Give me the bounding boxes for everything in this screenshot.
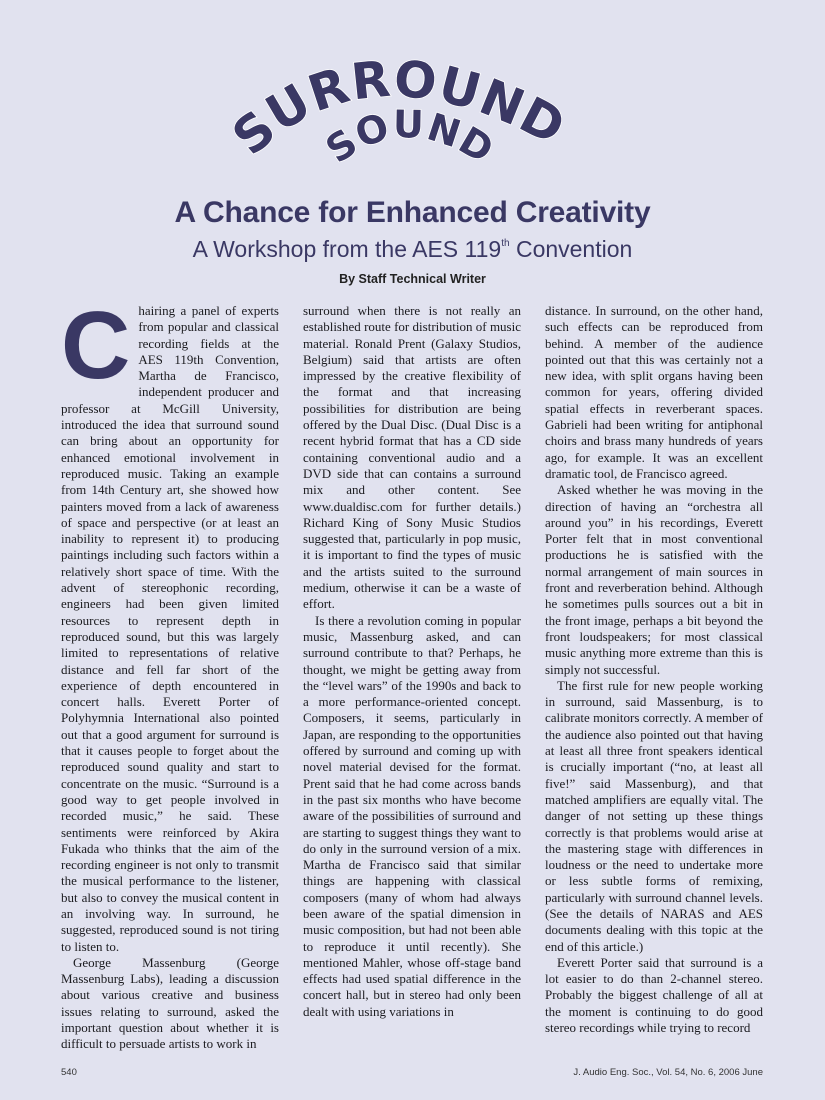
article-title: A Chance for Enhanced Creativity (174, 196, 651, 229)
drop-cap: C (61, 303, 131, 399)
paragraph: George Massenburg (George Massenburg Labs), leading a discussion about various creative and business issues relating to surround, asked the important question about whether it is difficult to persuade artists to work in (61, 954, 279, 1052)
article-column-1 (61, 303, 279, 1063)
surround-sound-logo (230, 40, 610, 200)
logo-surround: URROUND (256, 49, 575, 157)
article-subtitle: A Workshop from the AES 119th Convention (192, 236, 633, 262)
article-column-2 (303, 303, 521, 1063)
article-column-3 (545, 303, 763, 1063)
journal-citation: J. Audio Eng. Soc., Vol. 54, No. 6, 2006 June (573, 1067, 763, 1078)
paragraph: surround when there is not really an established route for distribution of music material. Ronald Prent (Galaxy Studios, Belgium) said that artists are often impressed by the creative flexibility of the format and that increasing possibilities for distribution are being offered by the Dual Disc. (Dual Disc is a recent hybrid format that has a CD side containing conventional audio and a DVD side that can contains a surround mix and other content. See www.dualdisc.com for further details.) Richard King of Sony Music Studios suggested that, particularly in pop music, it is important to find the types of music and the artists suited to the surround medium, otherwise it can be a waste of effort. (303, 303, 521, 612)
paragraph: Asked whether he was moving in the direction of having an “orchestra all around you” in his recordings, Everett Porter felt that in most conventional productions he is satisfied with the normal arrangement of main sources in front and reverberation behind. Although he sometimes pulls sources out a bit in the front image, perhaps a bit beyond the front loudspeakers; for most classical music anything more extreme than this is simply not successful. (545, 482, 763, 677)
byline: By Staff Technical Writer (339, 272, 486, 286)
logo-sound: SOUND (317, 102, 502, 173)
page-number: 540 (61, 1067, 77, 1078)
paragraph: The first rule for new people working in surround, said Massenburg, is to calibrate monitors correctly. A member of the audience also pointed out that having at least all three front speakers identical is crucially important (“no, at least all five!” said Massenburg), and that matched amplifiers are equally vital. The danger of not setting up these things correctly is that problems would arise at the mastering stage with differences in loudness or the need to undertake more or less subtle forms of remixing, particularly with surround channel levels. (See the details of NARAS and AES documents dealing with this topic at the end of this article.) (545, 677, 763, 954)
paragraph: Chairing a panel of experts from popular and classical recording fields at the AES 119th Convention, Martha de Francisco, independent producer and professor at McGill University, introduced the idea that surround sound can bring about an opportunity for enhanced emotional involvement in reproduced music. Taking an example from 14th Century art, she showed how painters moved from a lack of awareness of space and perspective (or at least an inability to represent it) to producing paintings including such factors within a relatively short space of time. With the advent of stereophonic recording, engineers had been given limited resources to represent depth in reproduced sound, but this was largely limited to representations of relative distance and fell far short of the experience of depth encountered in concert halls. Everett Porter of Polyhymnia International also pointed out that a good argument for surround is that it causes people to forget about the reproduced sound quality and start to concentrate on the music. “Surround is a good way to get people involved in recorded music,” he said. These sentiments were reinforced by Akira Fukada who thinks that the aim of the recording engineer is not only to transmit the musical performance to the listener, but also to convey the musical content in an involving way. In surround, he suggested, reproduced sound is not tiring to listen to. (61, 303, 279, 954)
paragraph: Is there a revolution coming in popular music, Massenburg asked, and can surround contribute to that? Perhaps, he thought, we might be getting away from the “level wars” of the 1990s and back to a more performance-oriented concept. Composers, it seems, particularly in Japan, are responding to the opportunities offered by surround and coming up with novel material devised for the format. Prent said that he had come across bands in the past six months who have become aware of the possibilities of surround and are starting to suggest things they want to do only in the surround version of a mix. Martha de Francisco said that similar things are happening with classical composers (many of whom had always been aware of the spatial dimension in music composition, but had not been able to reproduce it until recently). She mentioned Mahler, whose off-stage band effects had used spatial difference in the concert hall, but in stereo had only been dealt with using variations in (303, 612, 521, 1019)
paragraph: Everett Porter said that surround is a lot easier to do than 2-channel stereo. Probably the biggest challenge of all at the moment is continuing to do good stereo recordings while trying to record (545, 954, 763, 1036)
paragraph: distance. In surround, on the other hand, such effects can be reproduced from behind. A member of the audience pointed out that this was certainly not a new idea, with split organs having been common for years, offering divided spatial effects in reverberant spaces. Gabrieli had been writing for antiphonal choirs and brass many hundreds of years ago, for example. It was an excellent dramatic tool, de Francisco agreed. (545, 303, 763, 481)
